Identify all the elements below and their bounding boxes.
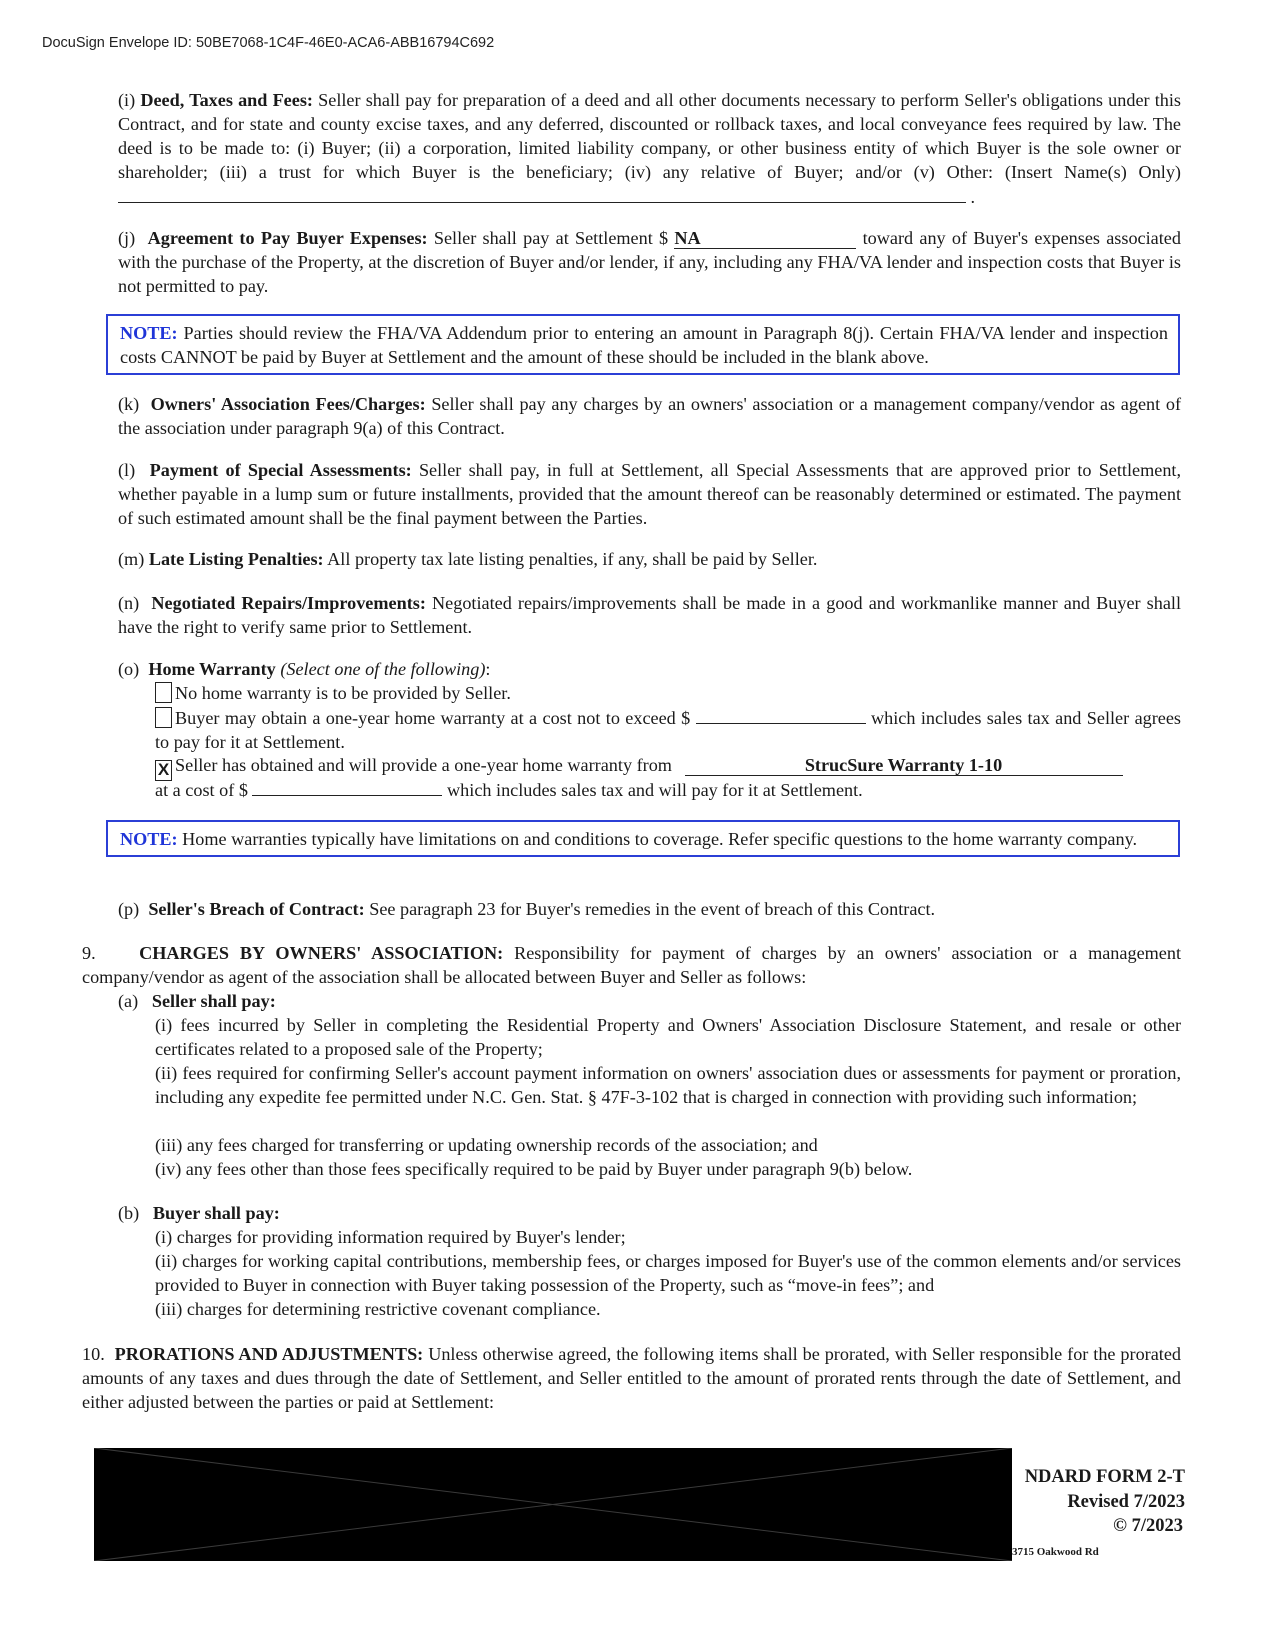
paragraph-j-title: Agreement to Pay Buyer Expenses: [147, 228, 428, 248]
section-9b-item: (i) charges for providing information required by Buyer's lender; [155, 1227, 626, 1247]
section-9a-item: (i) fees incurred by Seller in completing the Residential Property and Owners' Association Disclosure Statement, and resale or other certificates related to a proposed sale of the Property; [155, 1015, 1181, 1059]
paragraph-k: (k) Owners' Association Fees/Charges: Seller shall pay any charges by an owners' association or a management company/vendor as agent of the association under paragraph 9(a) of this Contract. [118, 394, 1181, 438]
section-9b-item: (ii) charges for working capital contributions, membership fees, or charges imposed for Buyer's use of the common elements and/or services provided to Buyer in connection with Buyer taking possession of the Property, such as “move-in fees”; and [155, 1251, 1181, 1295]
note-fha-va: NOTE: Parties should review the FHA/VA Addendum prior to entering an amount in Paragraph 8(j). Certain FHA/VA lender and inspection costs CANNOT be paid by Buyer at Settlement and the amount of these should be included in the blank above. [106, 314, 1180, 375]
paragraph-l: (l) Payment of Special Assessments: Seller shall pay, in full at Settlement, all Special Assessments that are approved prior to Settlement, whether payable in a lump sum or future installments, provided that the amount thereof can be reasonably determined or estimated. The payment of such estimated amount shall be the final payment between the Parties. [118, 460, 1182, 528]
paragraph-i: (i) Deed, Taxes and Fees: Seller shall pay for preparation of a deed and all other documents necessary to perform Seller's obligations under this Contract, and for state and county excise taxes, and any deferred, discounted or rollback taxes, and local conveyance fees required by law. The deed is to be made to: (i) Buyer; (ii) a corporation, limited liability company, or other business entity of which Buyer is the sole owner or shareholder; (iii) a trust for which Buyer is the beneficiary; (iv) any relative of Buyer; and/or (v) Other: (Insert Name(s) Only) . [118, 90, 1182, 207]
footer-form-name: NDARD FORM 2-T [1024, 1467, 1185, 1487]
note-label: NOTE: [120, 829, 178, 849]
section-9a-item: (ii) fees required for confirming Seller's account payment information on owners' association dues or assessments for payment or proration, including any expedite fee permitted under N.C. Gen. Stat. § 47F-3-102 that is charged in connection with providing such information; [155, 1063, 1181, 1107]
warranty-seller-cost-field[interactable] [252, 777, 442, 796]
warranty-option-none: No home warranty is to be provided by Seller. [155, 681, 511, 705]
paragraph-p: (p) Seller's Breach of Contract: See paragraph 23 for Buyer's remedies in the event of breach of this Contract. [118, 899, 936, 919]
paragraph-i-title: Deed, Taxes and Fees: [140, 90, 313, 110]
footer-address: 3715 Oakwood Rd [1012, 1546, 1099, 1558]
note-home-warranty: NOTE: Home warranties typically have limitations on and conditions to coverage. Refer specific questions to the home warranty company. [106, 820, 1180, 857]
warranty-seller-cost-line: at a cost of $ which includes sales tax and will pay for it at Settlement. [155, 777, 863, 802]
section-9-title: CHARGES BY OWNERS' ASSOCIATION: [139, 943, 504, 963]
section-9-intro: 9. CHARGES BY OWNERS' ASSOCIATION: Responsibility for payment of charges by an owners' association or a management company/vendor as agent of the association shall be allocated between Buyer and Seller as follows: [82, 943, 1182, 987]
deed-other-name-field[interactable] [118, 184, 966, 203]
redacted-image [94, 1448, 1012, 1561]
paragraph-o-heading: (o) Home Warranty (Select one of the following): [118, 659, 491, 679]
paragraph-m: (m) Late Listing Penalties: All property tax late listing penalties, if any, shall be paid by Seller. [118, 549, 818, 569]
paragraph-n: (n) Negotiated Repairs/Improvements: Negotiated repairs/improvements shall be made in a good and workmanlike manner and Buyer shall have the right to verify same prior to Settlement. [118, 593, 1182, 637]
paragraph-j: (j) Agreement to Pay Buyer Expenses: Seller shall pay at Settlement $ NA toward any of Buyer's expenses associated with the purchase of the Property, at the discretion of Buyer and/or lender, if any, including any FHA/VA lender and inspection costs that Buyer is not permitted to pay. [118, 228, 1181, 296]
buyer-expenses-amount-field[interactable]: NA [674, 228, 856, 249]
section-10-intro: 10. PRORATIONS AND ADJUSTMENTS: Unless otherwise agreed, the following items shall be prorated, with Seller responsible for the prorated amounts of any taxes and dues through the date of Settlement, and Seller entitled to the amount of prorated rents through the date of Settlement, and either adjusted between the parties or paid at Settlement: [82, 1344, 1182, 1412]
footer-revised: Revised 7/2023 [1067, 1492, 1185, 1512]
warranty-buyer-checkbox[interactable] [155, 707, 172, 728]
warranty-provider-field[interactable]: StrucSure Warranty 1-10 [685, 755, 1123, 776]
section-9b-item: (iii) charges for determining restrictive covenant compliance. [155, 1299, 601, 1319]
warranty-option-buyer: Buyer may obtain a one-year home warranty at a cost not to exceed $ which includes sales tax and Seller agrees to pay for it at Settlement. [155, 705, 1181, 754]
section-9a-item: (iv) any fees other than those fees specifically required to be paid by Buyer under paragraph 9(b) below. [155, 1159, 913, 1179]
warranty-none-checkbox[interactable] [155, 682, 172, 703]
note-label: NOTE: [120, 323, 178, 343]
warranty-seller-checkbox[interactable]: X [155, 760, 172, 781]
warranty-option-seller: X Seller has obtained and will provide a one-year home warranty from StrucSure Warranty 1-10 [155, 753, 1123, 781]
redaction-cross-icon [94, 1448, 1012, 1561]
docusign-envelope-id: DocuSign Envelope ID: 50BE7068-1C4F-46E0-ACA6-ABB16794C692 [42, 35, 495, 51]
section-9b-heading: (b) Buyer shall pay: [118, 1203, 280, 1223]
section-9a-item: (iii) any fees charged for transferring or updating ownership records of the association; and [155, 1135, 818, 1155]
section-10-title: PRORATIONS AND ADJUSTMENTS: [114, 1344, 424, 1364]
warranty-buyer-cost-field[interactable] [696, 705, 866, 724]
footer-copyright: © 7/2023 [1113, 1516, 1183, 1536]
section-9a-heading: (a) Seller shall pay: [118, 991, 276, 1011]
